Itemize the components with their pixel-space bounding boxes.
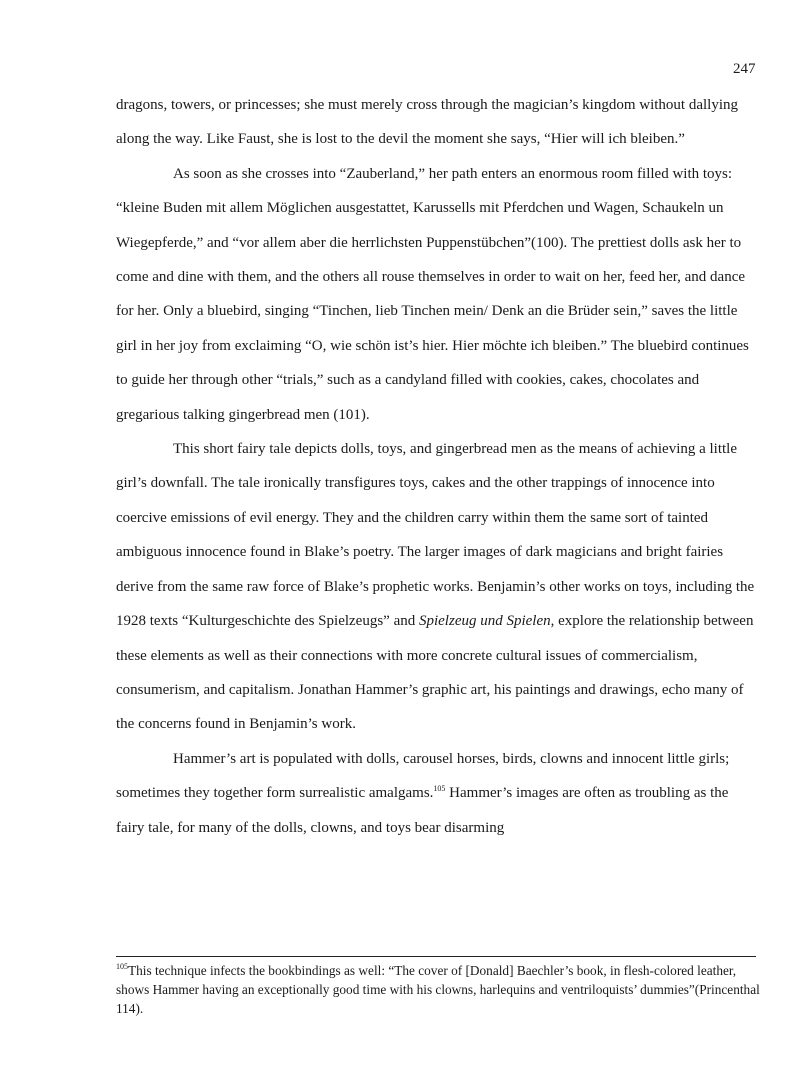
- paragraph: [116, 157, 760, 432]
- paragraph-text: dragons, towers, or princesses; she must merely cross through the magician’s kingdom without dallying along the way. Like Faust, she is lost to the devil the moment she says, “Hier will ich bleiben.”: [116, 97, 738, 148]
- paragraph: [116, 432, 760, 742]
- paragraph: [116, 742, 760, 845]
- footnote-text: This technique infects the bookbindings as well: “The cover of [Donald] Baechler’s book, in flesh-colored leather, shows Hammer having an exceptionally good time with his clowns, harlequins and ventriloquists’ dummies”(Princenthal 114).: [116, 963, 760, 1016]
- italic-title: Spielzeug und Spielen: [418, 613, 551, 630]
- paragraph-text: Hammer’s images are often as troubling as the fairy tale, for many of the dolls, clowns, and toys bear disarming: [116, 785, 729, 836]
- paragraph-text: This short fairy tale depicts dolls, toys, and gingerbread men as the means of achieving a little girl’s downfall. The tale ironically transfigures toys, cakes and the other trappings of innocence into coercive emissions of evil energy. They and the children carry within them the same sort of tainted ambiguous innocence found in Blake’s poetry. The larger images of dark magicians and bright fairies derive from the same raw force of Blake’s prophetic works. Benjamin’s other works on toys, including the 1928 texts “Kulturgeschichte des Spielzeugs” and: [116, 441, 755, 630]
- body-text: [116, 88, 760, 845]
- paragraph-text: Hammer’s art is populated with dolls, carousel horses, birds, clowns and innocent little girls; sometimes they together form surrealistic amalgams.: [116, 750, 730, 802]
- footnote-marker: 105: [116, 962, 128, 971]
- paragraph-text: As soon as she crosses into “Zauberland,” her path enters an enormous room filled with toys: “kleine Buden mit allem Möglichen ausgestattet, Karussells mit Pferdchen und Wagen, Schaukeln un Wiegepferde,” and “vor allem aber die herrlichsten Puppenstübchen”(100). The prettiest dolls ask her to come and dine with them, and the others all rouse themselves in order to wait on her, feed her, and dance for her. Only a bluebird, singing “Tinchen, lieb Tinchen mein/ Denk an die Brüder sein,” saves the little girl in her joy from exclaiming “O, wie schön ist’s hier. Hier möchte ich bleiben.” The bluebird continues to guide her through other “trials,” such as a candyland filled with cookies, cakes, chocolates and gregarious talking gingerbread men (101).: [116, 165, 749, 423]
- paragraph: [116, 88, 760, 157]
- paragraph-text: , explore the relationship between these elements as well as their connections with more concrete cultural issues of commercialism, consumerism, and capitalism. Jonathan Hammer’s graphic art, his paintings and drawings, echo many of the concerns found in Benjamin’s work.: [116, 613, 754, 733]
- footnote-divider: [116, 956, 756, 957]
- footnote-reference: 105: [433, 784, 446, 794]
- footnote: [116, 961, 760, 1018]
- page-number: 247: [733, 61, 756, 77]
